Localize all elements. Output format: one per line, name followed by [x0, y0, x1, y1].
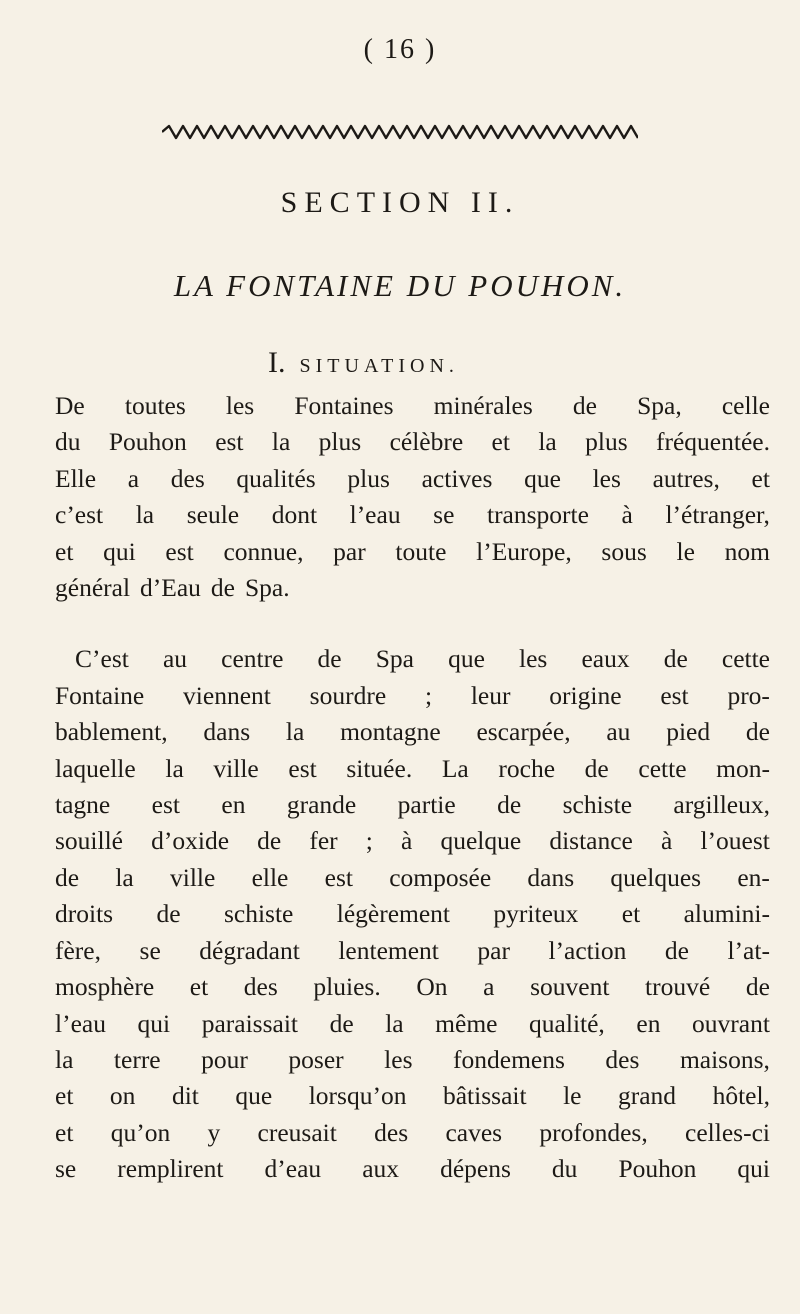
page-number: ( 16 ) [363, 34, 437, 65]
text-line: la terre pour poser les fondemens des maisons, [55, 1044, 770, 1074]
text-line: De toutes les Fontaines minérales de Spa, celle [55, 391, 770, 420]
text-line: du Pouhon est la plus célèbre et la plus fréquentée. [55, 427, 770, 457]
text-line: Elle a des qualités plus actives que les autres, et [55, 463, 770, 493]
paragraph [55, 388, 770, 606]
body-text [55, 388, 770, 1188]
text-line: et qui est connue, par toute l’Europe, sous le nom [55, 536, 770, 566]
text-line: général d’Eau de Spa. [55, 573, 290, 603]
subsection-numeral: I. [268, 346, 286, 379]
text-line: se remplirent d’eau aux dépens du Pouhon qui [55, 1154, 770, 1184]
paragraph [55, 641, 770, 1187]
subsection-title: SITUATION. [299, 355, 459, 377]
text-line: laquelle la ville est située. La roche de cette mon- [55, 753, 770, 783]
text-line: souillé d’oxide de fer ; à quelque distance à l’ouest [55, 826, 770, 856]
text-line: Fontaine viennent sourdre ; leur origine est pro- [55, 680, 770, 710]
subsection-heading [268, 346, 459, 380]
decorative-rule-ornament [162, 124, 638, 140]
text-line: et qu’on y creusait des caves profondes, celles-ci [55, 1117, 770, 1147]
text-line: l’eau qui paraissait de la même qualité, en ouvrant [55, 1008, 770, 1038]
chapter-title: LA FONTAINE DU POUHON. [173, 268, 627, 303]
text-line: tagne est en grande partie de schiste argilleux, [55, 790, 770, 820]
text-line: c’est la seule dont l’eau se transporte à l’étranger, [55, 500, 770, 530]
text-line: C’est au centre de Spa que les eaux de cette [75, 644, 770, 674]
text-line: droits de schiste légèrement pyriteux et alumini- [55, 899, 770, 929]
section-heading: SECTION II. [280, 186, 520, 219]
text-line: fère, se dégradant lentement par l’action de l’at- [55, 935, 770, 965]
text-line: de la ville elle est composée dans quelques en- [55, 862, 770, 892]
text-line: et on dit que lorsqu’on bâtissait le grand hôtel, [55, 1081, 770, 1111]
text-line: mosphère et des pluies. On a souvent trouvé de [55, 972, 770, 1002]
text-line: bablement, dans la montagne escarpée, au pied de [55, 717, 770, 747]
